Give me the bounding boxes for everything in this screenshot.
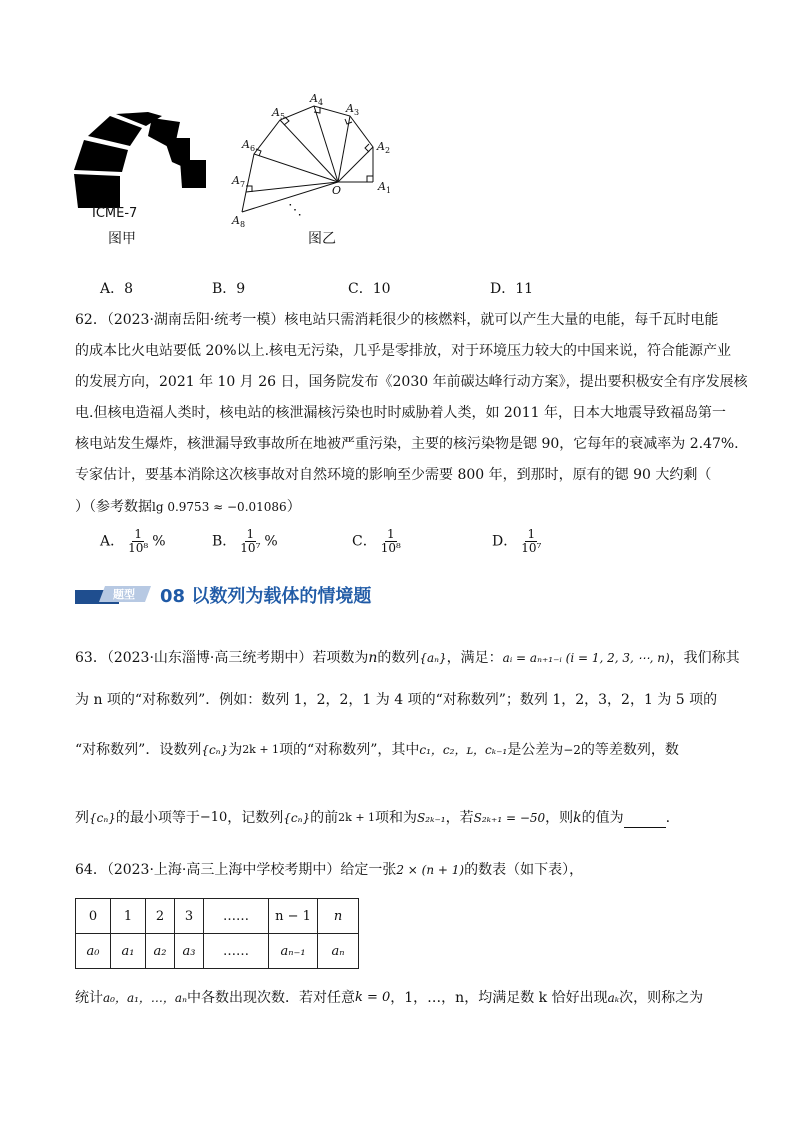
q63-line-3: “对称数列”．设数列{cₙ}为$^{2k + 1}$项的“对称数列”，其中c₁，c₂，ʟ，cₖ₋₁是公差为−2的等差数列，数 [75,742,679,758]
table-cell: …… [204,934,269,969]
q62-option-c: C． $\frac{1}{\text{10⁸}}$ [352,527,401,555]
q62-line-7: ）（参考数据lg 0.9753 ≈ −0.01086） [75,499,301,515]
q61-option-c: C．10 [348,281,391,297]
table-cell: 2 [146,899,175,934]
figure-b-spiral [228,92,408,232]
q63-line-1: 63．（2023·山东淄博·高三统考期中）若项数为n的数列{aₙ}，满足：aᵢ = aₙ₊₁₋ᵢ (i = 1, 2, 3, ⋯, n)，我们称其 [75,650,740,666]
svg-text:⋱: ⋱ [288,202,302,218]
svg-text:A: A [272,106,280,119]
figure-a-fan [70,112,210,212]
table-row [76,899,359,934]
table-cell: a₀ [76,934,111,969]
table-cell: 3 [175,899,204,934]
q62-line-5: 核电站发生爆炸，核泄漏导致事故所在地被严重污染，主要的核污染物是锶 90，它每年的衰减率为 2.47%. [75,436,739,452]
q62-line-2: 的成本比火电站要低 20%以上.核电无污染，几乎是零排放，对于环境压力较大的中国来说，符合能源产业 [75,343,732,359]
table-cell: n − 1 [269,899,318,934]
svg-text:A: A [377,140,385,153]
q62-line-1: 62．（2023·湖南岳阳·统考一模）核电站只需消耗很少的核燃料，就可以产生大量的电能，每千瓦时电能 [75,312,719,328]
q62-option-b: B． $\frac{1}{\text{10⁷}}$ % [212,527,278,555]
table-cell: aₙ [318,934,359,969]
q64-line-1: 64．（2023·上海·高三上海中学校考期中）给定一张2 × (n + 1)的数表（如下表）， [75,862,584,878]
svg-text:3: 3 [354,108,360,117]
label-o: O [332,184,342,197]
table-cell: n [318,899,359,934]
section-tag-badge [75,582,155,606]
q62-line-3: 的发展方向，2021 年 10 月 26 日，国务院发布《2030 年前碳达峰行动方案》，提出要积极安全有序发展核 [75,374,748,390]
q63-line-2: 为 n 项的“对称数列”．例如：数列 1，2，2，1 为 4 项的“对称数列”；数列 1，2，3，2，1 为 5 项的 [75,692,718,708]
table-row [76,934,359,969]
q61-option-b: B．9 [212,281,246,297]
svg-text:A: A [232,174,240,187]
table-cell: a₁ [111,934,146,969]
svg-text:4: 4 [318,98,324,107]
q64-line-2: 统计a₀，a₁，…，aₙ中各数出现次数．若对任意k = 0，1，…，n，均满足数 k 恰好出现aₖ次，则称之为 [75,990,704,1006]
q62-option-d: D． $\frac{1}{\text{10⁷}}$ [492,527,542,555]
table-cell: aₙ₋₁ [269,934,318,969]
svg-text:2: 2 [385,146,391,155]
section-title: 08 以数列为载体的情境题 [160,586,372,607]
figure-a-logo: ICME-7 [92,206,138,221]
q61-option-a: A．8 [100,281,134,297]
svg-text:1: 1 [386,186,392,195]
q62-option-a: A． $\frac{1}{\text{10⁸}}$ % [100,527,166,555]
label-a1: A [378,180,386,193]
number-table [75,898,359,969]
q63-line-4: 列{cₙ}的最小项等于−10，记数列{cₙ}的前$^{2k + 1}$项和为S₂ₖ₋₁，若S₂ₖ₊₁ = −50，则k的值为 . [75,810,671,826]
table-cell: 0 [76,899,111,934]
answer-blank [624,813,666,828]
svg-text:8: 8 [240,220,246,229]
svg-text:5: 5 [280,112,286,121]
svg-text:A: A [346,102,354,115]
svg-text:A: A [310,92,318,105]
table-cell: 1 [111,899,146,934]
table-cell: a₃ [175,934,204,969]
figure-b-caption: 图乙 [308,231,336,247]
q62-line-4: 电.但核电造福人类时，核电站的核泄漏核污染也时时威胁着人类，如 2011 年，日本大地震导致福岛第一 [75,405,726,421]
q61-option-d: D．11 [490,281,534,297]
table-cell: …… [204,899,269,934]
svg-text:7: 7 [240,180,246,189]
figure-a-caption: 图甲 [108,231,136,247]
q62-line-6: 专家估计，要基本消除这次核事故对自然环境的影响至少需要 800 年，到那时，原有的锶 90 大约剩（ [75,467,712,483]
svg-text:A: A [242,138,250,151]
svg-text:6: 6 [250,144,256,153]
svg-text:A: A [232,214,240,227]
svg-text:题型: 题型 [113,588,135,601]
table-cell: a₂ [146,934,175,969]
